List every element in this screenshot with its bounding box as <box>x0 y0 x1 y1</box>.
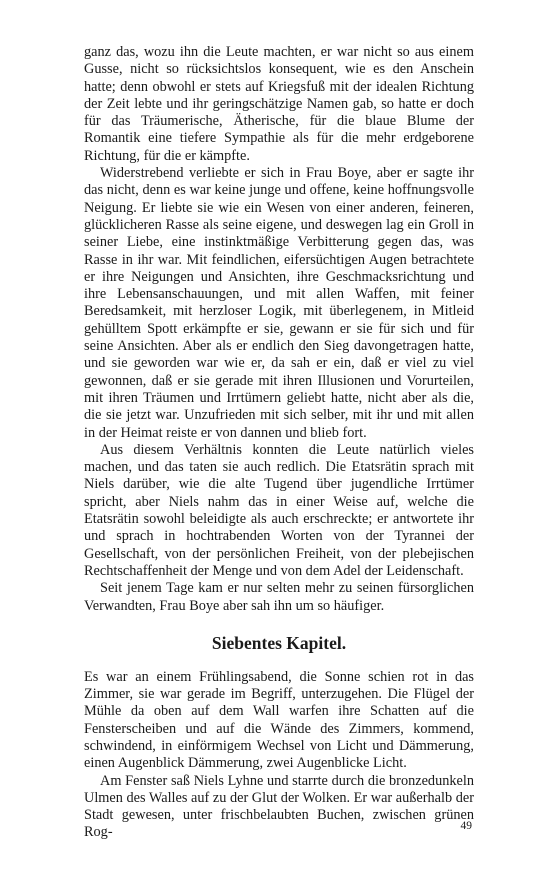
page-number: 49 <box>460 820 472 832</box>
text-section-continued <box>84 44 474 615</box>
paragraph-frau-boye: Widerstrebend verliebte er sich in Frau Boye, aber er sagte ihr das nicht, denn es war keine junge und offene, keine hoffnungsvolle Neigung. Er liebte sie wie ein Wesen von einer anderen, feineren, glücklicheren Rasse als seine eigene, und deswegen lag ein Groll in seiner Liebe, eine instinktmäßige Verbitterung gegen das, was Rasse in ihr war. Mit feindlichen, eifersüchtigen Augen betrachtete er ihre Neigungen und Ansichten, ihre Geschmacksrichtung und ihre Lebensanschauungen, und mit allen Waffen, mit feiner Beredsamkeit, mit herzloser Logik, mit überlegenem, in Mitleid gehülltem Spott erkämpfte er sie, gewann er sie für sich und für seine Ansichten. Aber als er endlich den Sieg davongetragen hatte, und sie geworden war wie er, da sah er ein, daß er viel zu viel gewonnen, daß er sie gerade mit ihren Illusionen und Vorurteilen, mit ihren Träumen und Irrtümern geliebt hatte, nicht aber als die, die sie jetzt war. Unzufrieden mit sich selber, mit ihr und mit allen in der Heimat reiste er von dannen und blieb fort. <box>84 165 474 441</box>
paragraph-am-fenster: Am Fenster saß Niels Lyhne und starrte durch die bronzedunkeln Ulmen des Walles auf zu der Glut der Wolken. Er war außerhalb der Stadt gewesen, unter frischbelaubten Buchen, zwischen grünen Rog- <box>84 772 474 841</box>
paragraph-fruehlingsabend: Es war an einem Frühlingsabend, die Sonne schien rot in das Zimmer, sie war gerade im Begriff, unterzugehen. Die Flügel der Mühle da oben auf dem Wall warfen ihre Schatten auf die Fensterscheiben und auf die Wände des Zimmers, kommend, schwindend, in einförmigem Wechsel von Licht und Dämmerung, einen Augenblick Dämmerung, zwei Augenblicke Licht. <box>84 668 474 772</box>
paragraph-etatsraetin: Aus diesem Verhältnis konnten die Leute natürlich vieles machen, und das taten sie auch redlich. Die Etatsrätin sprach mit Niels darüber, wie die alte Tugend über jugendliche Irrtümer spricht, aber Niels nahm das in einer Weise auf, welche die Etatsrätin sowohl beleidigte als auch erschreckte; er antwortete ihr und sprach in hochtrabenden Worten von der Tyrannei der Gesellschaft, von der persönlichen Freiheit, von der plebejischen Rechtschaffenheit der Menge und von dem Adel der Leidenschaft. <box>84 441 474 579</box>
book-page <box>84 44 474 842</box>
paragraph-continuation: ganz das, wozu ihn die Leute machten, er war nicht so aus einem Gusse, nicht so rücksichtslos konsequent, wie es den Anschein hatte; denn obwohl er stets auf Kriegsfuß mit der idealen Richtung der Zeit lebte und ihr geringschätzige Namen gab, so hatte er doch für das Träumerische, Ätherische, für die blaue Blume der Romantik eine tiefere Sympathie als für die mehr erdgeborene Richtung, für die er kämpfte. <box>84 44 474 164</box>
paragraph-seit-jenem-tage: Seit jenem Tage kam er nur selten mehr zu seinen fürsorglichen Verwandten, Frau Boye aber sah ihn um so häufiger. <box>84 580 474 614</box>
chapter-body <box>84 669 474 842</box>
chapter-title: Siebentes Kapitel. <box>211 632 347 653</box>
